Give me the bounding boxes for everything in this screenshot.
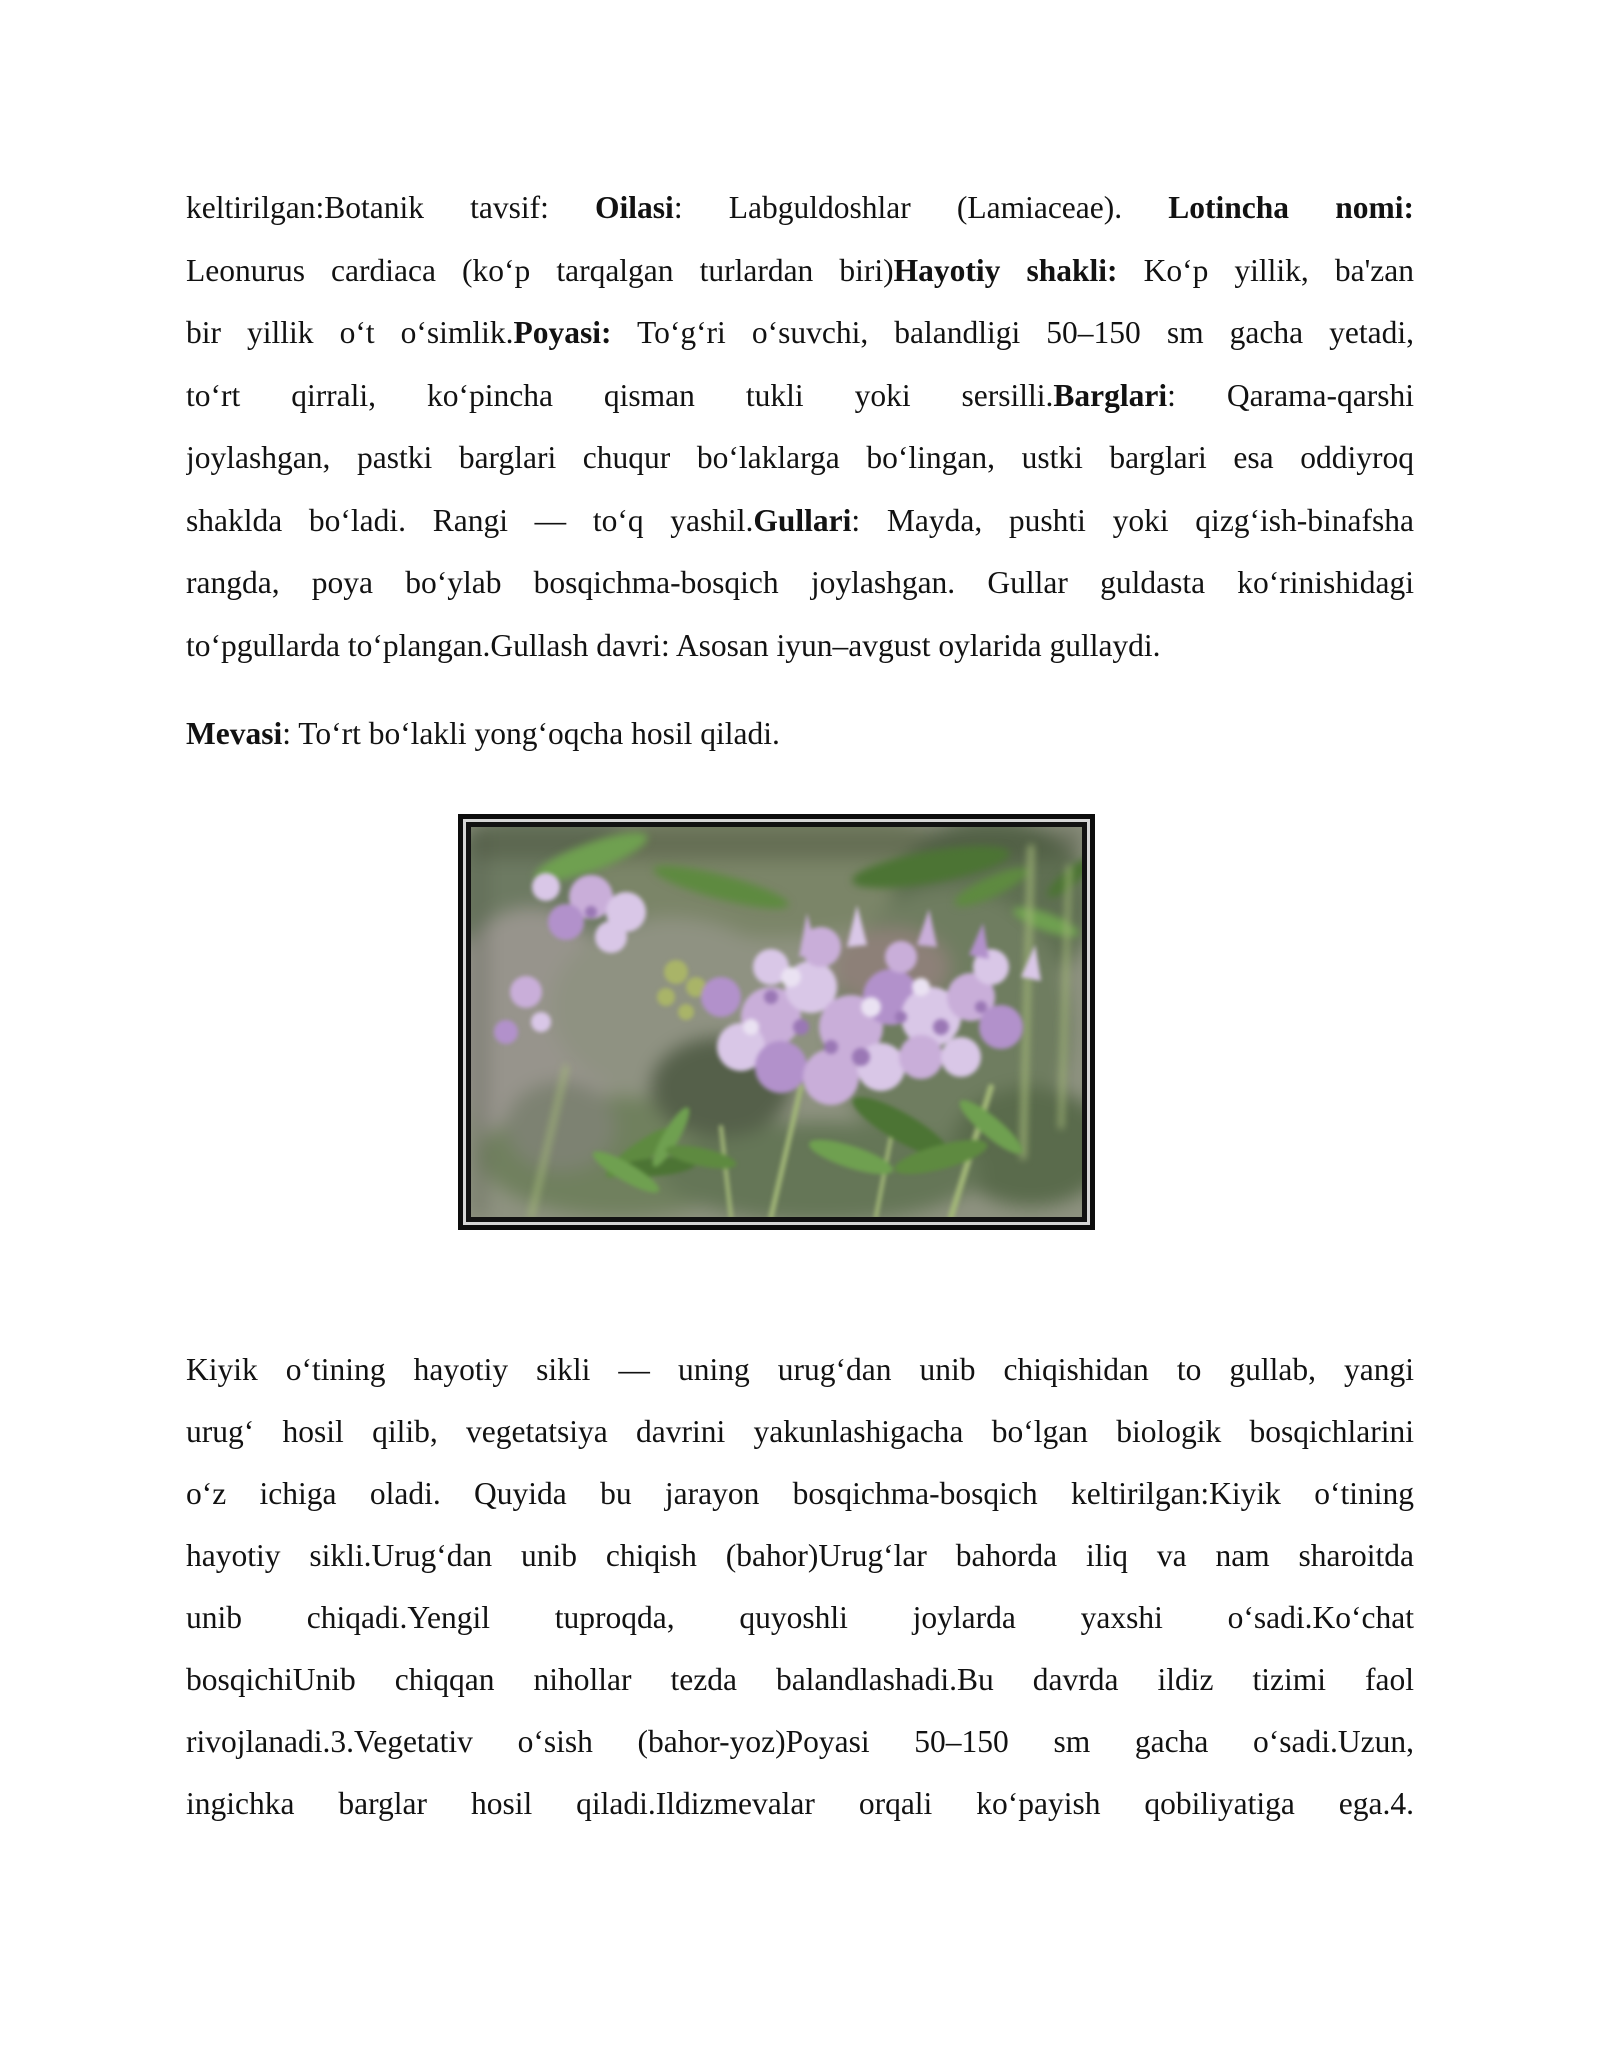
photo-frame-outer [458, 814, 1095, 1230]
bold-run: Gullari [753, 502, 852, 538]
text-line [186, 1525, 1414, 1587]
text-line [186, 1649, 1414, 1711]
text-line [186, 1711, 1414, 1773]
text-line [186, 1463, 1414, 1525]
paragraph-botanical-description [186, 177, 1414, 677]
bold-run: Mevasi [186, 716, 283, 751]
bold-run: Poyasi: [513, 315, 612, 350]
text-run: : Qarama-qarshi [1167, 377, 1414, 413]
text-line [186, 240, 1414, 303]
text-line [186, 365, 1414, 428]
text-run: rangda, poya bo‘ylab bosqichma-bosqich joylashgan. Gullar guldasta ko‘rinishidagi [186, 565, 1414, 600]
text-run: hayotiy sikli.Urug‘dan unib chiqish (bahor)Urug‘lar bahorda iliq va nam sharoitda [186, 1538, 1414, 1573]
photo-frame-inner [466, 822, 1087, 1222]
text-line [186, 302, 1414, 365]
text-line [186, 615, 1414, 678]
text-run: to‘pgullarda to‘plangan.Gullash davri: Asosan iyun–avgust oylarida gullaydi. [186, 627, 1161, 663]
text-run: : Labguldoshlar (Lamiaceae). [673, 190, 1169, 225]
text-run: keltirilgan:Botanik tavsif: [186, 190, 596, 225]
text-run: bosqichiUnib chiqqan nihollar tezda balandlashadi.Bu davrda ildiz tizimi faol [186, 1662, 1414, 1697]
photo-frame-mid [463, 819, 1090, 1225]
text-run: ingichka barglar hosil qiladi.Ildizmevalar orqali ko‘payish qobiliyatiga ega.4. [186, 1786, 1414, 1821]
text-run: joylashgan, pastki barglari chuqur bo‘laklarga bo‘lingan, ustki barglari esa oddiyroq [186, 440, 1414, 475]
bold-run: Oilasi [595, 190, 674, 225]
text-line [186, 1587, 1414, 1649]
text-run: To‘g‘ri o‘suvchi, balandligi 50–150 sm gacha yetadi, [611, 315, 1414, 350]
bold-run: Lotincha nomi: [1168, 190, 1414, 225]
text-line [186, 177, 1414, 240]
paragraph-life-cycle [186, 1339, 1414, 1835]
text-line [186, 703, 1414, 766]
text-run: : Mayda, pushti yoki qizg‘ish-binafsha [851, 502, 1414, 538]
text-run: Kiyik o‘tining hayotiy sikli — uning urug‘dan unib chiqishidan to gullab, yangi [186, 1352, 1414, 1387]
bold-run: Barglari [1053, 377, 1168, 413]
text-run: bir yillik o‘t o‘simlik. [186, 315, 514, 350]
text-line [186, 427, 1414, 490]
text-line [186, 1773, 1414, 1835]
text-run: Ko‘p yillik, ba'zan [1117, 252, 1414, 288]
text-run: rivojlanadi.3.Vegetativ o‘sish (bahor-yoz)Poyasi 50–150 sm gacha o‘sadi.Uzun, [186, 1724, 1414, 1759]
text-run: unib chiqadi.Yengil tuproqda, quyoshli joylarda yaxshi o‘sadi.Ko‘chat [186, 1600, 1414, 1635]
text-run: Leonurus cardiaca (ko‘p tarqalgan turlardan biri) [186, 252, 894, 288]
text-line [186, 490, 1414, 553]
text-run: urug‘ hosil qilib, vegetatsiya davrini yakunlashigacha bo‘lgan biologik bosqichlarini [186, 1414, 1414, 1449]
plant-photo [471, 827, 1082, 1217]
text-run: : To‘rt bo‘lakli yong‘oqcha hosil qiladi. [282, 716, 780, 751]
bold-run: Hayotiy shakli: [893, 252, 1118, 288]
text-run: to‘rt qirrali, ko‘pincha qisman tukli yoki sersilli. [186, 377, 1054, 413]
text-line [186, 1401, 1414, 1463]
text-line [186, 1339, 1414, 1401]
paragraph-fruit-description [186, 703, 1414, 766]
text-line [186, 552, 1414, 615]
text-run: shaklda bo‘ladi. Rangi — to‘q yashil. [186, 502, 754, 538]
text-run: o‘z ichiga oladi. Quyida bu jarayon bosqichma-bosqich keltirilgan:Kiyik o‘tining [186, 1476, 1414, 1511]
plant-photo-figure [458, 814, 1095, 1230]
